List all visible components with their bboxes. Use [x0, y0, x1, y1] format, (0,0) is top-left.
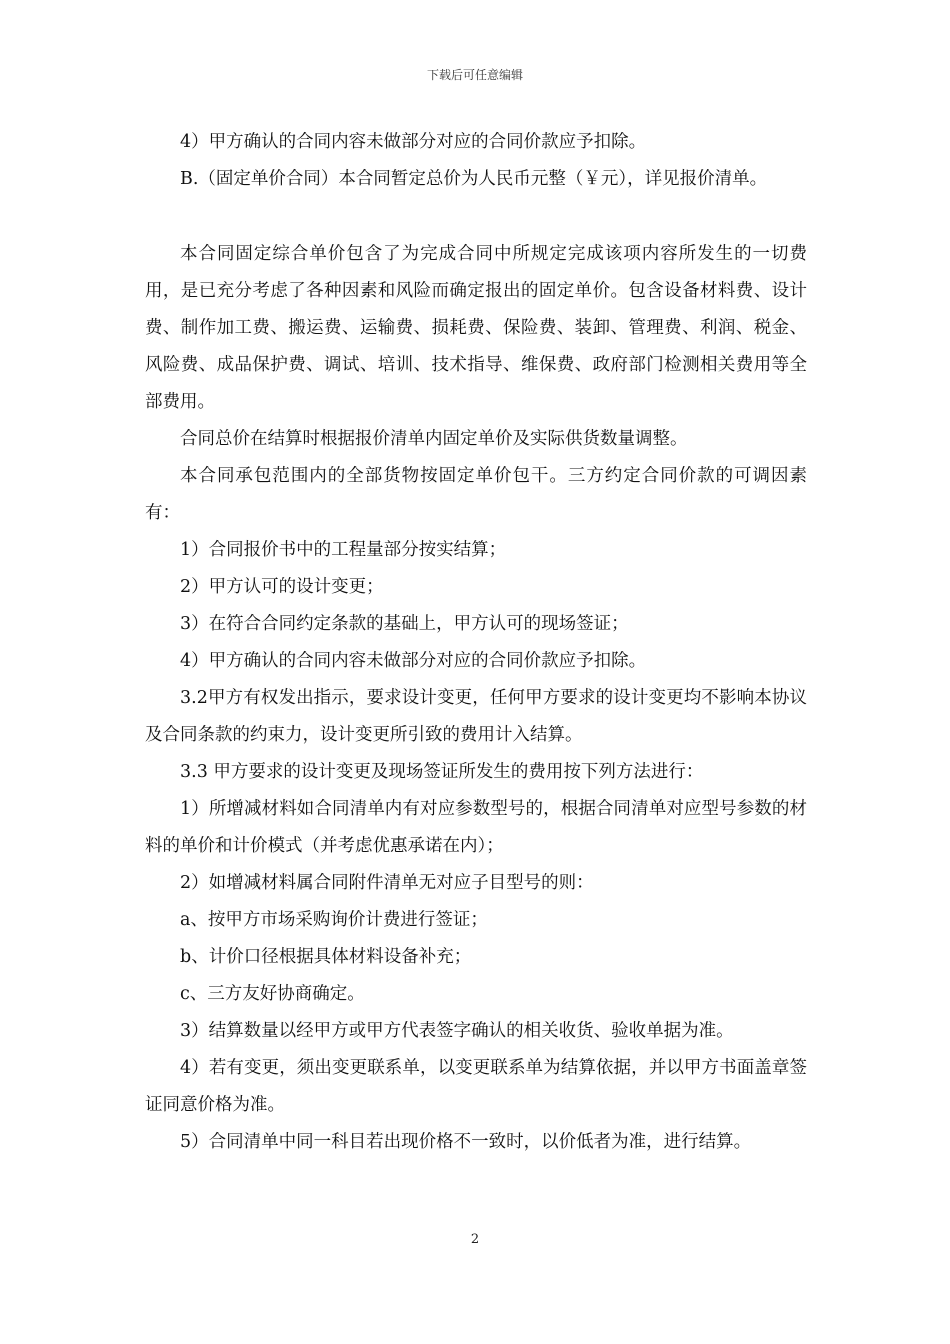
- list-item: 1）合同报价书中的工程量部分按实结算；: [180, 540, 507, 560]
- paragraph: 4）甲方确认的合同内容未做部分对应的合同价款应予扣除。: [180, 132, 647, 152]
- list-item: 1）所增减材料如合同清单内有对应参数型号的，根据合同清单对应型号参数的材料的单价和计价模式（并考虑优惠承诺在内）；: [145, 799, 807, 856]
- page-header: 下载后可任意编辑: [426, 68, 523, 82]
- list-item: b、计价口径根据具体材料设备补充；: [180, 947, 472, 967]
- document-body: [145, 124, 807, 1161]
- clause-3-3: 3.3 甲方要求的设计变更及现场签证所发生的费用按下列方法进行：: [180, 762, 704, 782]
- list-item: 5）合同清单中同一科目若出现价格不一致时，以价低者为准，进行结算。: [180, 1132, 752, 1152]
- list-item: 3）在符合合同约定条款的基础上，甲方认可的现场签证；: [180, 614, 629, 634]
- list-item: 3）结算数量以经甲方或甲方代表签字确认的相关收货、验收单据为准。: [180, 1021, 734, 1041]
- clause-3-2: 3.2甲方有权发出指示，要求设计变更，任何甲方要求的设计变更均不影响本协议及合同条款的约束力，设计变更所引致的费用计入结算。: [145, 688, 807, 745]
- list-item: 4）若有变更，须出变更联系单，以变更联系单为结算依据，并以甲方书面盖章签证同意价格为准。: [145, 1058, 807, 1115]
- list-item: a、按甲方市场采购询价计费进行签证；: [180, 910, 488, 930]
- list-item: c、三方友好协商确定。: [180, 984, 365, 1004]
- paragraph: 本合同固定综合单价包含了为完成合同中所规定完成该项内容所发生的一切费用，是已充分考虑了各种因素和风险而确定报出的固定单价。包含设备材料费、设计费、制作加工费、搬运费、运输费、损耗费、保险费、装卸、管理费、利润、税金、风险费、成品保护费、调试、培训、技术指导、维保费、政府部门检测相关费用等全部费用。: [145, 244, 807, 412]
- paragraph: 本合同承包范围内的全部货物按固定单价包干。三方约定合同价款的可调因素有：: [145, 466, 807, 523]
- paragraph: B.（固定单价合同）本合同暂定总价为人民币元整（￥元），详见报价清单。: [180, 169, 768, 189]
- page-number: 2: [470, 1232, 480, 1247]
- list-item: 4）甲方确认的合同内容未做部分对应的合同价款应予扣除。: [180, 651, 647, 671]
- list-item: 2）如增减材料属合同附件清单无对应子目型号的则：: [180, 873, 594, 893]
- paragraph: 合同总价在结算时根据报价清单内固定单价及实际供货数量调整。: [180, 429, 688, 449]
- list-item: 2）甲方认可的设计变更；: [180, 577, 384, 597]
- blank-line: [145, 198, 807, 236]
